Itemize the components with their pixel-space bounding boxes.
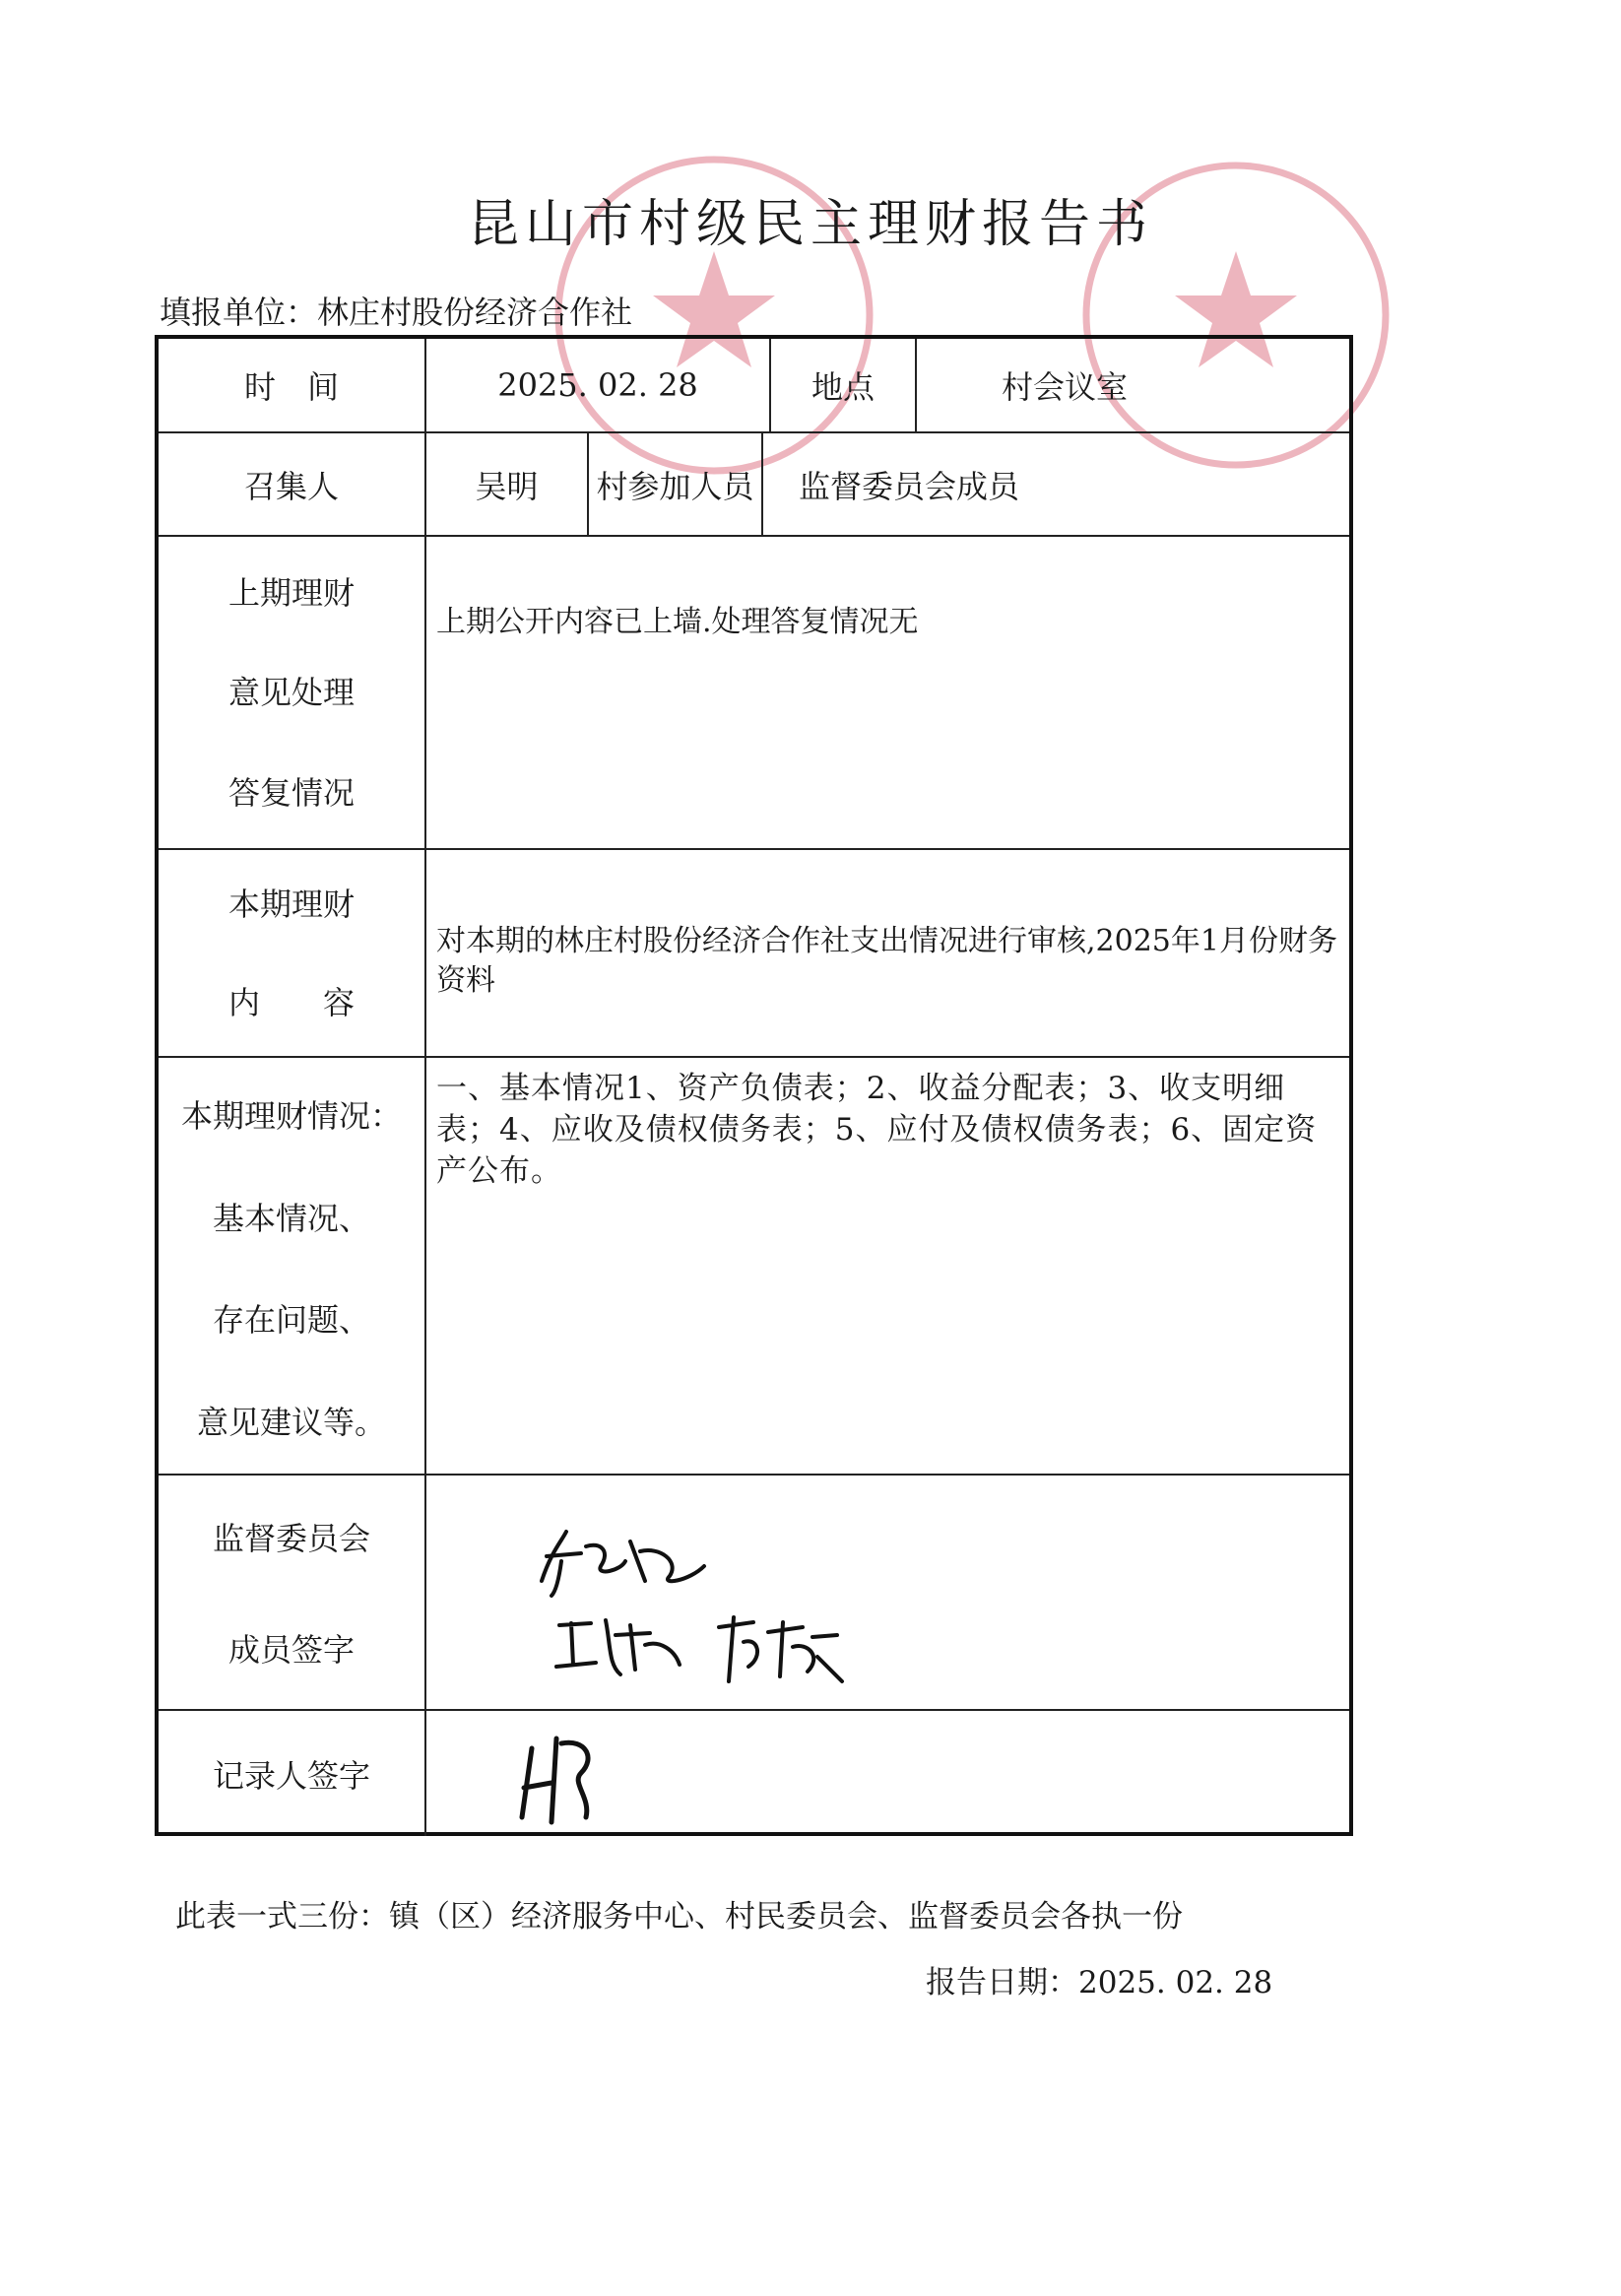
curr-label-line: 内 容: [227, 984, 355, 1021]
supervisor-signature-3: [709, 1607, 847, 1691]
row-divider: [159, 848, 1349, 850]
fill-unit-value: 林庄村股份经济合作社: [317, 294, 633, 331]
fill-unit-label: 填报单位：: [160, 294, 318, 331]
current-content-label: [159, 853, 424, 1050]
prev-label-line: 答复情况: [227, 774, 355, 813]
convener-label: 召集人: [243, 467, 339, 505]
supervisor-signature-2: [551, 1606, 689, 1684]
supervisor-label-line: 监督委员会: [212, 1520, 370, 1558]
situation-label-line: 存在问题、: [212, 1301, 370, 1340]
column-divider: [424, 339, 426, 1836]
situation-label-line: 基本情况、: [212, 1199, 370, 1237]
situation-label-line: 本期理财情况：: [180, 1096, 402, 1135]
row-divider: [159, 1474, 1349, 1476]
place-label: 地点: [810, 368, 875, 406]
prev-opinion-content: 上期公开内容已上墙.处理答复情况无: [436, 605, 919, 639]
supervisor-sign-label: [159, 1481, 424, 1703]
situation-content: 一、基本情况1、资产负债表；2、收益分配表；3、收支明细表；4、应收及债权债务表；5、应付及债权债务表；6、固定资产公布。: [436, 1071, 1318, 1189]
prev-opinion-label: [159, 541, 424, 841]
fill-unit-line: [160, 288, 632, 333]
time-value: 2025. 02. 28: [497, 366, 698, 404]
current-content-text: 对本期的林庄村股份经济合作社支出情况进行审核,2025年1月份财务资料: [436, 924, 1337, 998]
recorder-sign-label: 记录人签字: [212, 1757, 370, 1795]
supervisor-signature-1: [532, 1522, 719, 1601]
participants-value: 监督委员会成员: [799, 467, 1020, 505]
convener-value: 吴明: [475, 467, 539, 505]
place-value: 村会议室: [1001, 368, 1128, 406]
curr-label-line: 本期理财: [227, 886, 355, 923]
row-divider: [159, 1056, 1349, 1058]
situation-label: [159, 1063, 424, 1472]
report-date-line: [926, 1957, 1272, 2001]
supervisor-label-line: 成员签字: [227, 1630, 355, 1669]
column-divider: [761, 431, 763, 535]
report-date-value: 2025. 02. 28: [1078, 1965, 1273, 2001]
time-label: 时 间: [243, 368, 339, 406]
prev-label-line: 上期理财: [227, 573, 355, 612]
recorder-signature: [512, 1729, 611, 1827]
row-divider: [159, 535, 1349, 537]
distribution-note: 此表一式三份：镇（区）经济服务中心、村民委员会、监督委员会各执一份: [175, 1899, 1183, 1935]
prev-label-line: 意见处理: [227, 674, 355, 712]
participants-label: 村参加人员: [596, 467, 754, 505]
document-title: 昆山市村级民主理财报告书: [467, 195, 1153, 254]
report-date-label: 报告日期：: [926, 1965, 1078, 2001]
row-divider: [159, 1709, 1349, 1711]
situation-label-line: 意见建议等。: [196, 1404, 386, 1442]
